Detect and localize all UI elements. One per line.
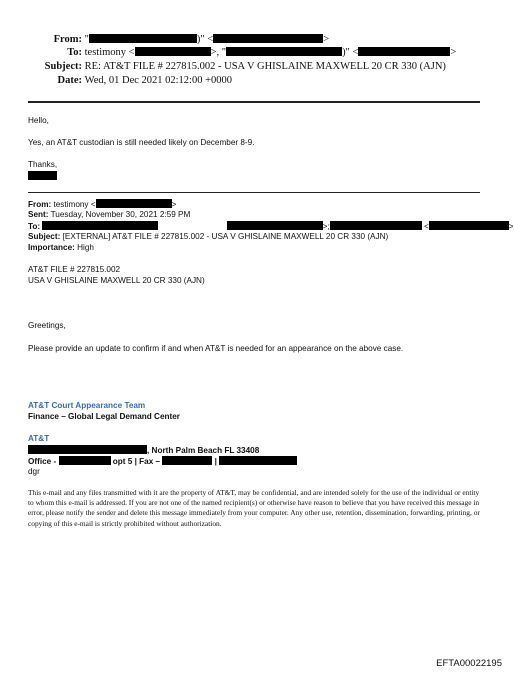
redaction bbox=[28, 171, 57, 180]
header-from-quote: " bbox=[84, 34, 89, 45]
header-to-label: To: bbox=[67, 47, 82, 58]
legal-disclaimer: This e-mail and any files transmitted with it are the property of AT&T, may be confidential, and are intended solely for the use of the individual or entity to whom this e-mail is addressed. If you are not one of the named recipient(s) or otherwise have reason to believe that you have received this message in error, please notify the sender and delete this message immediately from your computer. Any other use, retention, dissemination, forwarding, printing, or copying of this e-mail is strictly prohibited without authorization. bbox=[28, 488, 480, 528]
signature-team: AT&T Court Appearance Team bbox=[28, 401, 146, 410]
signature-opt: opt 5 | Fax – bbox=[110, 457, 161, 466]
signature-address-text: , North Palm Beach FL 33408 bbox=[147, 446, 260, 455]
signature-sep: | bbox=[214, 457, 217, 466]
orig-to-sep: > bbox=[508, 222, 514, 231]
orig-ref-case: USA V GHISLAINE MAXWELL 20 CR 330 (AJN) bbox=[28, 276, 205, 285]
header-to-end: > bbox=[450, 47, 457, 58]
redaction bbox=[96, 199, 172, 208]
header-to bbox=[0, 47, 456, 58]
orig-subject-value: [EXTERNAL] AT&T FILE # 227815.002 - USA V GHISLAINE MAXWELL 20 CR 330 (AJN) bbox=[60, 232, 389, 241]
orig-to-label: To: bbox=[28, 222, 41, 231]
reply-greeting: Hello, bbox=[28, 116, 49, 125]
signature-phone bbox=[28, 456, 297, 466]
signature-office-label: Office - bbox=[28, 457, 57, 466]
redaction bbox=[135, 47, 211, 56]
redaction bbox=[42, 221, 158, 230]
redaction bbox=[213, 34, 323, 43]
redaction bbox=[330, 221, 422, 230]
orig-greeting: Greetings, bbox=[28, 321, 66, 330]
document-id: EFTA00022195 bbox=[436, 658, 502, 669]
header-date-label: Date: bbox=[57, 75, 82, 86]
orig-importance-label: Importance: bbox=[28, 243, 75, 252]
orig-importance bbox=[28, 243, 94, 252]
signature-company: AT&T bbox=[28, 434, 50, 443]
header-subject-label: Subject: bbox=[44, 61, 82, 72]
orig-from-value: testimony < bbox=[51, 200, 96, 209]
header-subject bbox=[0, 61, 446, 72]
orig-to-sep: < bbox=[424, 222, 429, 231]
header-from-label: From: bbox=[53, 34, 82, 45]
header-divider bbox=[28, 101, 480, 103]
header-to-first: testimony < bbox=[84, 47, 135, 58]
header-to-second: >, " bbox=[210, 47, 227, 58]
orig-sent bbox=[28, 210, 190, 219]
header-to-third: )" < bbox=[342, 47, 359, 58]
orig-sent-value: Tuesday, November 30, 2021 2:59 PM bbox=[48, 210, 191, 219]
header-from-end: > bbox=[323, 34, 330, 45]
orig-from-label: From: bbox=[28, 200, 52, 209]
orig-to bbox=[28, 221, 514, 231]
forward-divider bbox=[28, 192, 480, 193]
reply-signoff: Thanks, bbox=[28, 160, 58, 169]
header-from-mid: )" < bbox=[196, 34, 214, 45]
redaction bbox=[28, 445, 147, 454]
redaction bbox=[162, 456, 212, 465]
orig-body: Please provide an update to confirm if and when AT&T is needed for an appearance on the above case. bbox=[28, 344, 404, 353]
redaction bbox=[219, 456, 297, 465]
orig-to-sep: >; bbox=[322, 222, 330, 231]
header-date bbox=[0, 75, 232, 86]
orig-ref-file: AT&T FILE # 227815.002 bbox=[28, 265, 121, 274]
orig-from-end: > bbox=[171, 200, 177, 209]
redaction bbox=[358, 47, 450, 56]
header-subject-value: RE: AT&T FILE # 227815.002 - USA V GHISLAINE MAXWELL 20 CR 330 (AJN) bbox=[84, 61, 446, 72]
header-date-value: Wed, 01 Dec 2021 02:12:00 +0000 bbox=[84, 75, 233, 86]
signature-dept: Finance – Global Legal Demand Center bbox=[28, 412, 180, 421]
signature-address bbox=[28, 445, 259, 455]
redaction bbox=[226, 47, 342, 56]
redaction bbox=[429, 221, 509, 230]
redaction bbox=[59, 456, 111, 465]
reply-signature-redacted bbox=[28, 171, 57, 181]
orig-subject bbox=[28, 232, 388, 241]
orig-sent-label: Sent: bbox=[28, 210, 49, 219]
signature-initials: dgr bbox=[28, 467, 40, 476]
orig-importance-value: High bbox=[74, 243, 94, 252]
redaction bbox=[227, 221, 323, 230]
orig-from bbox=[28, 199, 176, 209]
orig-subject-label: Subject: bbox=[28, 232, 61, 241]
redaction bbox=[89, 34, 197, 43]
header-from bbox=[0, 34, 329, 45]
reply-body: Yes, an AT&T custodian is still needed likely on December 8-9. bbox=[28, 138, 255, 147]
